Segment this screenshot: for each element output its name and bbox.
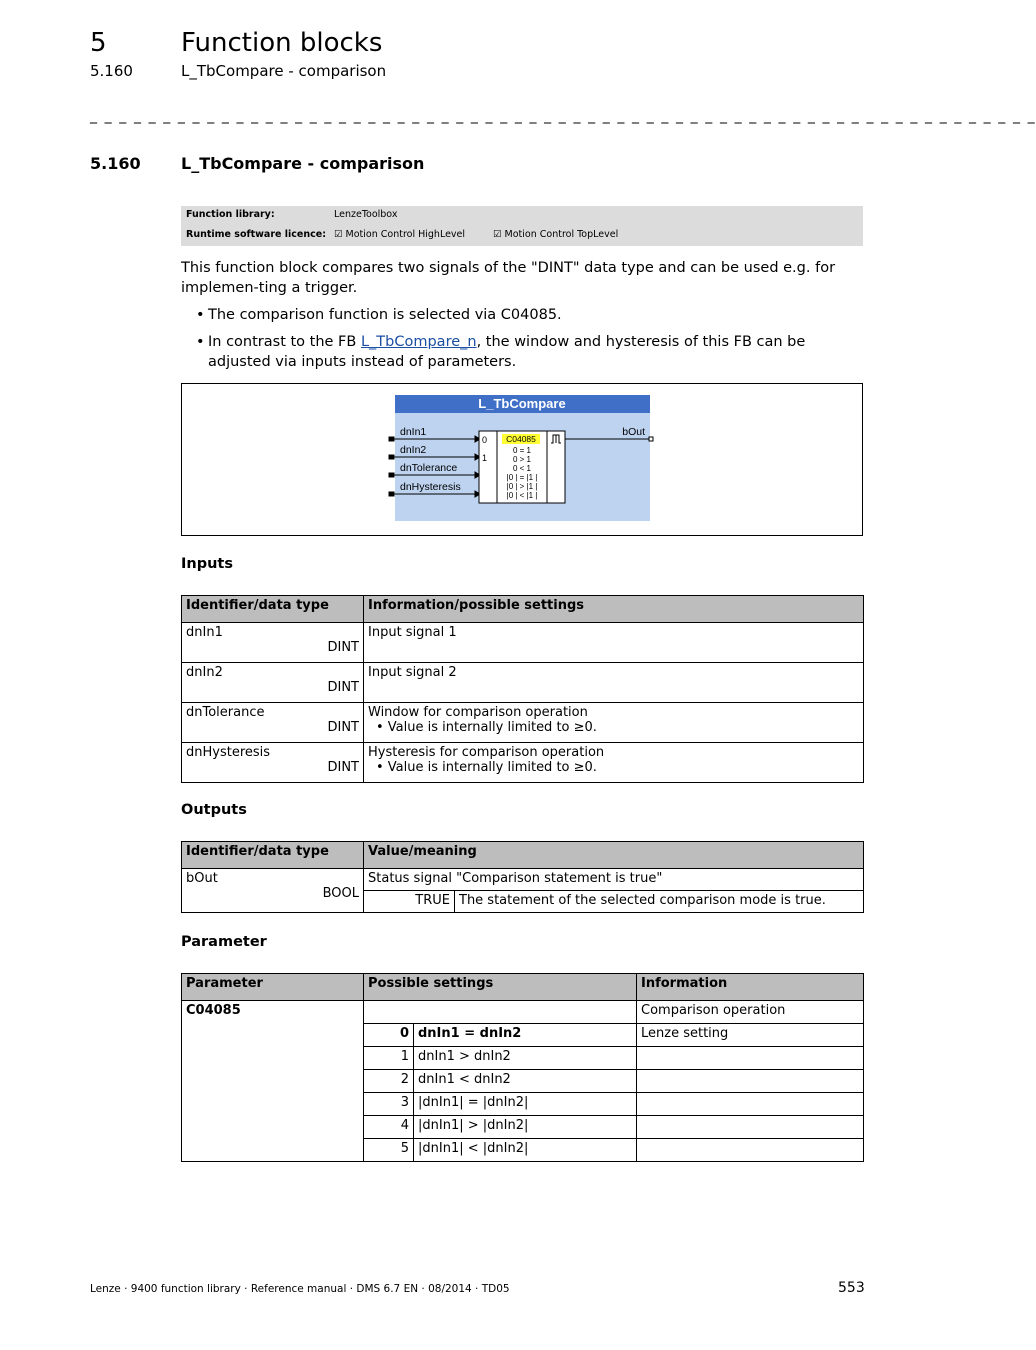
input-note: • Value is internally limited to ≥0. bbox=[376, 720, 597, 735]
op-abs-gt: |0 | > |1 | bbox=[506, 482, 538, 491]
block-title: L_TbCompare bbox=[478, 396, 566, 411]
setting-value: 1 bbox=[364, 1047, 414, 1070]
library-info-box bbox=[181, 206, 863, 246]
input-label-dnin2: dnIn2 bbox=[400, 444, 427, 456]
function-block-diagram bbox=[181, 383, 863, 536]
outputs-table bbox=[181, 841, 864, 913]
link-l-tbcompare-n[interactable]: L_TbCompare_n bbox=[360, 334, 477, 350]
output-meaning: The statement of the selected comparison mode is true. bbox=[455, 891, 864, 913]
param-col-parameter: Parameter bbox=[182, 974, 364, 1001]
inputs-col-info: Information/possible settings bbox=[364, 596, 864, 623]
inputs-heading: Inputs bbox=[181, 556, 233, 572]
input-type: DINT bbox=[327, 720, 359, 735]
setting-text: dnIn1 < dnIn2 bbox=[414, 1070, 637, 1093]
input-type: DINT bbox=[327, 760, 359, 775]
port-0-label: 0 bbox=[482, 435, 488, 445]
input-label-dnhysteresis: dnHysteresis bbox=[400, 481, 461, 493]
input-id: dnTolerance bbox=[186, 705, 265, 720]
setting-value: 4 bbox=[364, 1116, 414, 1139]
parameter-heading: Parameter bbox=[181, 934, 267, 950]
input-info: Window for comparison operation bbox=[368, 705, 588, 720]
footer-text: Lenze · 9400 function library · Reference manual · DMS 6.7 EN · 08/2014 · TD05 bbox=[90, 1283, 510, 1295]
setting-info bbox=[637, 1093, 864, 1116]
outputs-col-value: Value/meaning bbox=[364, 842, 864, 869]
param-col-information: Information bbox=[637, 974, 864, 1001]
header-separator: _ _ _ _ _ _ _ _ _ _ _ _ _ _ _ _ _ _ _ _ _ _ _ _ _ _ _ _ _ _ _ _ _ _ _ _ _ _ _ _ _ _ _ _ _ _ _ _ _ _ _ _ _ _ _ _ _ _ _ _ _ _ _ _ _ bbox=[90, 108, 1036, 124]
section-number: 5.160 bbox=[90, 154, 141, 173]
bullet-comparison-function: The comparison function is selected via C04085. bbox=[208, 307, 562, 323]
table-row bbox=[182, 869, 864, 891]
input-type: DINT bbox=[327, 640, 359, 655]
input-info: Input signal 2 bbox=[368, 665, 457, 680]
intro-paragraph: This function block compares two signals of the "DINT" data type and can be used e.g. for implemen-ting a trigger. bbox=[181, 260, 836, 296]
table-row bbox=[182, 743, 864, 783]
library-label: Function library: bbox=[186, 209, 275, 220]
bullet-window-hysteresis bbox=[208, 332, 863, 372]
parameter-table bbox=[181, 973, 864, 1162]
input-id: dnIn1 bbox=[186, 625, 223, 640]
licence-toplevel: ☑ Motion Control TopLevel bbox=[493, 229, 619, 240]
setting-value: 3 bbox=[364, 1093, 414, 1116]
outputs-col-identifier: Identifier/data type bbox=[182, 842, 364, 869]
param-code: C04085 bbox=[182, 1001, 364, 1162]
table-row bbox=[182, 623, 864, 663]
output-label-bout: bOut bbox=[622, 426, 645, 438]
setting-text: dnIn1 > dnIn2 bbox=[414, 1047, 637, 1070]
library-value: LenzeToolbox bbox=[334, 209, 398, 220]
output-id: bOut bbox=[186, 871, 218, 886]
input-id: dnIn2 bbox=[186, 665, 223, 680]
param-info: Comparison operation bbox=[637, 1001, 864, 1024]
licence-highlevel: ☑ Motion Control HighLevel bbox=[334, 229, 466, 240]
op-abs-lt: |0 | < |1 | bbox=[506, 491, 538, 500]
signal-icon bbox=[551, 435, 561, 443]
setting-value: 0 bbox=[364, 1024, 414, 1047]
output-info: Status signal "Comparison statement is true" bbox=[364, 869, 864, 891]
output-value: TRUE bbox=[364, 891, 455, 913]
section-title: L_TbCompare - comparison bbox=[181, 154, 425, 173]
bullet-marker: • bbox=[196, 334, 205, 350]
setting-text: |dnIn1| < |dnIn2| bbox=[414, 1139, 637, 1162]
page-number: 553 bbox=[838, 1280, 865, 1296]
input-info: Hysteresis for comparison operation bbox=[368, 745, 605, 760]
input-label-dntolerance: dnTolerance bbox=[400, 462, 458, 474]
table-row bbox=[182, 663, 864, 703]
inputs-table bbox=[181, 595, 864, 783]
input-note: • Value is internally limited to ≥0. bbox=[376, 760, 597, 775]
op-abs-eq: |0 | = |1 | bbox=[506, 473, 538, 482]
setting-info bbox=[637, 1070, 864, 1093]
bullet-marker: • bbox=[196, 307, 205, 323]
input-info: Input signal 1 bbox=[368, 625, 457, 640]
setting-text: |dnIn1| > |dnIn2| bbox=[414, 1116, 637, 1139]
inputs-col-identifier: Identifier/data type bbox=[182, 596, 364, 623]
setting-value: 5 bbox=[364, 1139, 414, 1162]
table-row bbox=[182, 1001, 864, 1024]
input-label-dnin1: dnIn1 bbox=[400, 426, 427, 438]
port-1-label: 1 bbox=[482, 453, 488, 463]
chapter-title: Function blocks bbox=[181, 28, 383, 58]
parameter-code: C04085 bbox=[506, 434, 536, 444]
chapter-number: 5 bbox=[90, 28, 107, 58]
param-col-settings: Possible settings bbox=[364, 974, 637, 1001]
bullet-text-pre: In contrast to the FB bbox=[208, 334, 361, 350]
input-id: dnHysteresis bbox=[186, 745, 271, 760]
output-type: BOOL bbox=[322, 886, 359, 901]
op-gt: 0 > 1 bbox=[512, 455, 532, 464]
setting-text: |dnIn1| = |dnIn2| bbox=[414, 1093, 637, 1116]
input-type: DINT bbox=[327, 680, 359, 695]
bullet-text-post: , the window and hysteresis of this FB can be adjusted via inputs instead of parameters. bbox=[208, 334, 806, 370]
setting-value: 2 bbox=[364, 1070, 414, 1093]
outputs-heading: Outputs bbox=[181, 802, 247, 818]
setting-text: dnIn1 = dnIn2 bbox=[414, 1024, 637, 1047]
setting-info: Lenze setting bbox=[637, 1024, 864, 1047]
header-section-number: 5.160 bbox=[90, 62, 133, 80]
setting-info bbox=[637, 1139, 864, 1162]
licence-label: Runtime software licence: bbox=[186, 229, 326, 240]
setting-info bbox=[637, 1116, 864, 1139]
table-row bbox=[182, 703, 864, 743]
setting-info bbox=[637, 1047, 864, 1070]
op-eq: 0 = 1 bbox=[512, 446, 532, 455]
header-section-title: L_TbCompare - comparison bbox=[181, 62, 387, 80]
op-lt: 0 < 1 bbox=[512, 464, 532, 473]
